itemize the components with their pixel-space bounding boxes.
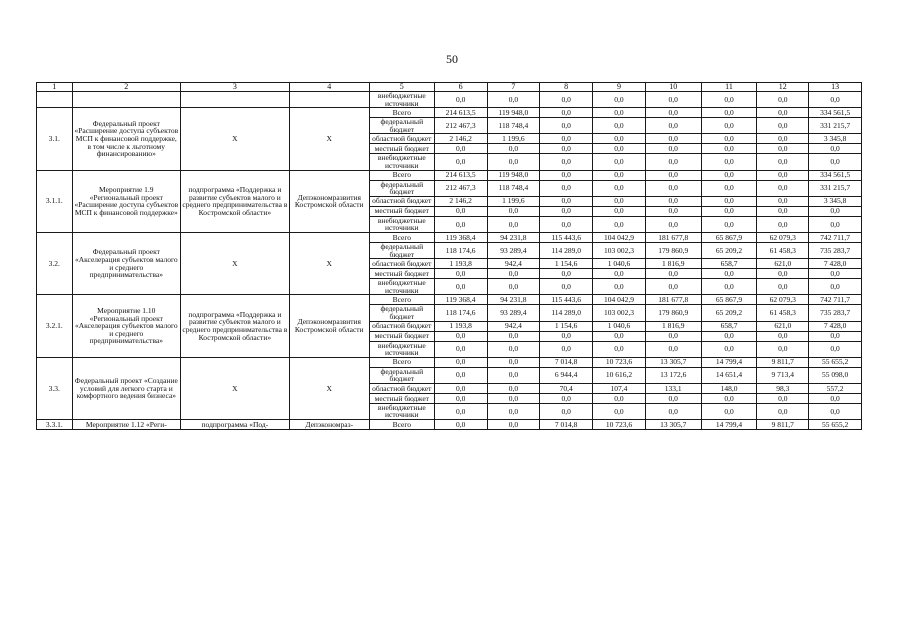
value-cell: 0,0 xyxy=(593,403,646,419)
value-cell: 334 561,5 xyxy=(809,108,862,118)
value-cell: 0,0 xyxy=(645,196,701,206)
value-cell: 14 651,4 xyxy=(701,367,757,383)
value-cell: 0,0 xyxy=(701,341,757,357)
value-cell: 0,0 xyxy=(645,341,701,357)
funding-source: Всего xyxy=(369,232,434,242)
value-cell: 0,0 xyxy=(593,196,646,206)
value-cell: 118 174,6 xyxy=(434,242,487,258)
value-cell: 1 193,8 xyxy=(434,321,487,331)
value-cell: 0,0 xyxy=(540,331,593,341)
value-cell: 0,0 xyxy=(757,279,809,295)
value-cell: 0,0 xyxy=(540,216,593,232)
value-cell: 0,0 xyxy=(540,180,593,196)
value-cell: 0,0 xyxy=(540,279,593,295)
header-cell: 3 xyxy=(181,83,290,92)
value-cell: 0,0 xyxy=(701,331,757,341)
value-cell: 3 345,8 xyxy=(809,196,862,206)
value-cell: 0,0 xyxy=(434,383,487,393)
value-cell: 0,0 xyxy=(701,134,757,144)
value-cell: 98,3 xyxy=(757,383,809,393)
value-cell: 0,0 xyxy=(593,108,646,118)
value-cell: 0,0 xyxy=(540,269,593,279)
value-cell: 7 014,8 xyxy=(540,420,593,430)
value-cell: 0,0 xyxy=(540,92,593,108)
value-cell: 0,0 xyxy=(645,393,701,403)
value-cell: 0,0 xyxy=(645,269,701,279)
value-cell: 1 816,9 xyxy=(645,259,701,269)
value-cell: 212 467,3 xyxy=(434,118,487,134)
value-cell: 0,0 xyxy=(645,92,701,108)
value-cell: 0,0 xyxy=(757,118,809,134)
value-cell: 0,0 xyxy=(487,154,540,170)
value-cell: 0,0 xyxy=(757,144,809,154)
value-cell: 0,0 xyxy=(593,92,646,108)
executor-cell: Депэкономраз- xyxy=(289,420,369,430)
value-cell: 181 677,8 xyxy=(645,295,701,305)
value-cell: 0,0 xyxy=(593,206,646,216)
value-cell: 0,0 xyxy=(434,403,487,419)
value-cell: 0,0 xyxy=(757,393,809,403)
item-code: 3.2. xyxy=(37,232,73,294)
value-cell: 0,0 xyxy=(540,134,593,144)
funding-source: Всего xyxy=(369,357,434,367)
funding-source: местный бюджет xyxy=(369,269,434,279)
item-name: Мероприятие 1.9 «Региональный проект «Расширение доступа субъектов МСП к финансовой поддержке» xyxy=(72,170,181,232)
value-cell: 0,0 xyxy=(757,180,809,196)
value-cell: 181 677,8 xyxy=(645,232,701,242)
value-cell: 942,4 xyxy=(487,259,540,269)
header-row xyxy=(37,83,862,92)
value-cell: 0,0 xyxy=(757,92,809,108)
value-cell: 0,0 xyxy=(434,269,487,279)
funding-source: федеральный бюджет xyxy=(369,118,434,134)
value-cell: 13 305,7 xyxy=(645,420,701,430)
value-cell: 658,7 xyxy=(701,321,757,331)
value-cell: 0,0 xyxy=(757,170,809,180)
value-cell: 0,0 xyxy=(593,180,646,196)
value-cell: 0,0 xyxy=(487,393,540,403)
value-cell: 0,0 xyxy=(434,216,487,232)
item-code: 3.3. xyxy=(37,357,73,419)
funding-source: местный бюджет xyxy=(369,206,434,216)
value-cell: 9 811,7 xyxy=(757,420,809,430)
value-cell: 0,0 xyxy=(540,403,593,419)
budget-table xyxy=(36,82,862,430)
value-cell: 0,0 xyxy=(487,383,540,393)
funding-source: федеральный бюджет xyxy=(369,242,434,258)
funding-source: внебюджетные источники xyxy=(369,92,434,108)
value-cell: 0,0 xyxy=(487,216,540,232)
value-cell: 0,0 xyxy=(757,331,809,341)
value-cell: 0,0 xyxy=(593,393,646,403)
value-cell: 0,0 xyxy=(701,393,757,403)
value-cell: 0,0 xyxy=(645,279,701,295)
value-cell: 0,0 xyxy=(645,144,701,154)
value-cell: 70,4 xyxy=(540,383,593,393)
header-cell: 1 xyxy=(37,83,73,92)
program-cell: подпрограмма «Под- xyxy=(181,420,290,430)
value-cell: 0,0 xyxy=(487,357,540,367)
funding-source: федеральный бюджет xyxy=(369,180,434,196)
funding-source: внебюджетные источники xyxy=(369,216,434,232)
value-cell: 65 867,9 xyxy=(701,295,757,305)
value-cell: 0,0 xyxy=(593,216,646,232)
executor-cell: Депэкономразвития Костромской области xyxy=(289,170,369,232)
value-cell: 0,0 xyxy=(434,393,487,403)
value-cell: 0,0 xyxy=(487,403,540,419)
value-cell: 0,0 xyxy=(487,144,540,154)
value-cell: 0,0 xyxy=(540,144,593,154)
value-cell: 0,0 xyxy=(487,279,540,295)
value-cell: 10 723,6 xyxy=(593,357,646,367)
value-cell: 0,0 xyxy=(540,108,593,118)
funding-source: местный бюджет xyxy=(369,144,434,154)
funding-source: областной бюджет xyxy=(369,383,434,393)
value-cell: 0,0 xyxy=(487,92,540,108)
value-cell: 55 098,0 xyxy=(809,367,862,383)
value-cell: 0,0 xyxy=(757,154,809,170)
value-cell: 0,0 xyxy=(645,331,701,341)
value-cell: 1 154,6 xyxy=(540,321,593,331)
funding-source: областной бюджет xyxy=(369,196,434,206)
value-cell: 0,0 xyxy=(487,341,540,357)
header-cell: 13 xyxy=(809,83,862,92)
table-row xyxy=(37,170,862,180)
value-cell: 9 713,4 xyxy=(757,367,809,383)
funding-source: внебюджетные источники xyxy=(369,341,434,357)
value-cell: 0,0 xyxy=(809,92,862,108)
value-cell: 0,0 xyxy=(593,134,646,144)
value-cell: 0,0 xyxy=(593,170,646,180)
value-cell: 10 723,6 xyxy=(593,420,646,430)
value-cell: 0,0 xyxy=(757,134,809,144)
value-cell: 0,0 xyxy=(809,206,862,216)
value-cell: 0,0 xyxy=(540,154,593,170)
value-cell: 0,0 xyxy=(757,341,809,357)
value-cell: 65 209,2 xyxy=(701,305,757,321)
value-cell: 0,0 xyxy=(487,206,540,216)
funding-source: местный бюджет xyxy=(369,393,434,403)
value-cell: 0,0 xyxy=(645,216,701,232)
value-cell: 742 711,7 xyxy=(809,295,862,305)
value-cell: 1 040,6 xyxy=(593,321,646,331)
value-cell: 0,0 xyxy=(701,92,757,108)
value-cell: 0,0 xyxy=(487,269,540,279)
funding-source: Всего xyxy=(369,108,434,118)
table-row xyxy=(37,357,862,367)
value-cell: 7 014,8 xyxy=(540,357,593,367)
value-cell: 0,0 xyxy=(645,154,701,170)
value-cell: 55 655,2 xyxy=(809,357,862,367)
value-cell: 2 146,2 xyxy=(434,134,487,144)
value-cell: 94 231,8 xyxy=(487,295,540,305)
value-cell: 3 345,8 xyxy=(809,134,862,144)
value-cell: 0,0 xyxy=(701,269,757,279)
value-cell: 557,2 xyxy=(809,383,862,393)
value-cell: 0,0 xyxy=(593,279,646,295)
funding-source: областной бюджет xyxy=(369,259,434,269)
value-cell: 0,0 xyxy=(701,108,757,118)
value-cell: 103 002,3 xyxy=(593,242,646,258)
value-cell: 658,7 xyxy=(701,259,757,269)
value-cell: 14 799,4 xyxy=(701,357,757,367)
value-cell: 133,1 xyxy=(645,383,701,393)
funding-source: местный бюджет xyxy=(369,331,434,341)
value-cell: 0,0 xyxy=(593,269,646,279)
value-cell: 0,0 xyxy=(593,154,646,170)
value-cell: 212 467,3 xyxy=(434,180,487,196)
value-cell: 0,0 xyxy=(757,216,809,232)
header-cell: 9 xyxy=(593,83,646,92)
value-cell: 0,0 xyxy=(593,144,646,154)
value-cell: 0,0 xyxy=(757,269,809,279)
item-code: 3.3.1. xyxy=(37,420,73,430)
value-cell: 0,0 xyxy=(645,108,701,118)
value-cell: 0,0 xyxy=(645,206,701,216)
value-cell: 0,0 xyxy=(434,144,487,154)
empty-cell xyxy=(37,92,73,108)
value-cell: 0,0 xyxy=(701,279,757,295)
header-cell: 10 xyxy=(645,83,701,92)
value-cell: 621,0 xyxy=(757,259,809,269)
value-cell: 118 174,6 xyxy=(434,305,487,321)
value-cell: 0,0 xyxy=(487,420,540,430)
value-cell: 118 748,4 xyxy=(487,118,540,134)
empty-cell xyxy=(72,92,181,108)
table-row xyxy=(37,420,862,430)
value-cell: 93 289,4 xyxy=(487,242,540,258)
value-cell: 119 368,4 xyxy=(434,295,487,305)
value-cell: 0,0 xyxy=(540,170,593,180)
program-cell: X xyxy=(181,357,290,419)
value-cell: 0,0 xyxy=(701,170,757,180)
value-cell: 735 283,7 xyxy=(809,305,862,321)
value-cell: 0,0 xyxy=(540,393,593,403)
header-cell: 5 xyxy=(369,83,434,92)
value-cell: 214 613,5 xyxy=(434,108,487,118)
page-number: 50 xyxy=(446,52,458,66)
value-cell: 0,0 xyxy=(593,341,646,357)
empty-cell xyxy=(289,92,369,108)
value-cell: 0,0 xyxy=(540,206,593,216)
value-cell: 2 146,2 xyxy=(434,196,487,206)
table-row xyxy=(37,295,862,305)
value-cell: 0,0 xyxy=(434,420,487,430)
funding-source: областной бюджет xyxy=(369,321,434,331)
value-cell: 7 428,0 xyxy=(809,259,862,269)
value-cell: 0,0 xyxy=(701,216,757,232)
value-cell: 0,0 xyxy=(434,331,487,341)
value-cell: 1 154,6 xyxy=(540,259,593,269)
value-cell: 10 616,2 xyxy=(593,367,646,383)
value-cell: 0,0 xyxy=(434,367,487,383)
program-cell: подпрограмма «Поддержка и развитие субъектов малого и среднего предпринимательства в Костромской области» xyxy=(181,295,290,357)
value-cell: 65 209,2 xyxy=(701,242,757,258)
value-cell: 148,0 xyxy=(701,383,757,393)
value-cell: 0,0 xyxy=(701,154,757,170)
value-cell: 0,0 xyxy=(757,108,809,118)
value-cell: 0,0 xyxy=(809,403,862,419)
value-cell: 214 613,5 xyxy=(434,170,487,180)
executor-cell: X xyxy=(289,108,369,170)
value-cell: 0,0 xyxy=(645,118,701,134)
item-name: Федеральный проект «Расширение доступа субъектов МСП к финансовой поддержке, в том числе к льготному финансированию» xyxy=(72,108,181,170)
value-cell: 104 042,9 xyxy=(593,295,646,305)
value-cell: 331 215,7 xyxy=(809,180,862,196)
value-cell: 114 289,0 xyxy=(540,305,593,321)
item-code: 3.1. xyxy=(37,108,73,170)
value-cell: 94 231,8 xyxy=(487,232,540,242)
value-cell: 0,0 xyxy=(757,196,809,206)
value-cell: 621,0 xyxy=(757,321,809,331)
value-cell: 0,0 xyxy=(593,118,646,134)
value-cell: 0,0 xyxy=(645,403,701,419)
table-row xyxy=(37,108,862,118)
value-cell: 13 305,7 xyxy=(645,357,701,367)
value-cell: 0,0 xyxy=(434,92,487,108)
funding-source: федеральный бюджет xyxy=(369,367,434,383)
header-cell: 11 xyxy=(701,83,757,92)
value-cell: 0,0 xyxy=(809,269,862,279)
item-name: Федеральный проект «Создание условий для легкого старта и комфортного ведения бизнеса» xyxy=(72,357,181,419)
item-name: Мероприятие 1.10 «Региональный проект «Акселерация субъектов малого и среднего предпринимательства» xyxy=(72,295,181,357)
header-cell: 12 xyxy=(757,83,809,92)
value-cell: 0,0 xyxy=(701,180,757,196)
value-cell: 179 860,9 xyxy=(645,305,701,321)
value-cell: 62 079,3 xyxy=(757,295,809,305)
value-cell: 0,0 xyxy=(809,216,862,232)
item-code: 3.1.1. xyxy=(37,170,73,232)
value-cell: 0,0 xyxy=(757,403,809,419)
program-cell: X xyxy=(181,108,290,170)
value-cell: 0,0 xyxy=(434,341,487,357)
value-cell: 0,0 xyxy=(434,206,487,216)
value-cell: 0,0 xyxy=(701,118,757,134)
value-cell: 1 193,8 xyxy=(434,259,487,269)
header-cell: 7 xyxy=(487,83,540,92)
item-name: Мероприятие 1.12 «Реги- xyxy=(72,420,181,430)
value-cell: 0,0 xyxy=(540,341,593,357)
value-cell: 0,0 xyxy=(701,206,757,216)
value-cell: 0,0 xyxy=(809,279,862,295)
header-cell: 8 xyxy=(540,83,593,92)
value-cell: 0,0 xyxy=(809,154,862,170)
program-cell: подпрограмма «Поддержка и развитие субъектов малого и среднего предпринимательства в Костромской области» xyxy=(181,170,290,232)
value-cell: 1 199,6 xyxy=(487,196,540,206)
value-cell: 13 172,6 xyxy=(645,367,701,383)
funding-source: внебюджетные источники xyxy=(369,403,434,419)
table-row xyxy=(37,92,862,108)
value-cell: 119 368,4 xyxy=(434,232,487,242)
value-cell: 93 289,4 xyxy=(487,305,540,321)
executor-cell: Депэкономразвития Костромской области xyxy=(289,295,369,357)
value-cell: 0,0 xyxy=(701,144,757,154)
item-code: 3.2.1. xyxy=(37,295,73,357)
value-cell: 0,0 xyxy=(434,154,487,170)
value-cell: 103 002,3 xyxy=(593,305,646,321)
executor-cell: X xyxy=(289,232,369,294)
value-cell: 14 799,4 xyxy=(701,420,757,430)
funding-source: внебюджетные источники xyxy=(369,154,434,170)
value-cell: 0,0 xyxy=(434,279,487,295)
value-cell: 179 860,9 xyxy=(645,242,701,258)
value-cell: 0,0 xyxy=(809,331,862,341)
value-cell: 0,0 xyxy=(809,144,862,154)
value-cell: 119 948,0 xyxy=(487,170,540,180)
funding-source: федеральный бюджет xyxy=(369,305,434,321)
value-cell: 0,0 xyxy=(487,367,540,383)
value-cell: 107,4 xyxy=(593,383,646,393)
table-body xyxy=(37,83,862,430)
value-cell: 0,0 xyxy=(593,331,646,341)
value-cell: 61 458,3 xyxy=(757,305,809,321)
value-cell: 331 215,7 xyxy=(809,118,862,134)
funding-source: Всего xyxy=(369,420,434,430)
value-cell: 0,0 xyxy=(701,403,757,419)
value-cell: 9 811,7 xyxy=(757,357,809,367)
value-cell: 334 561,5 xyxy=(809,170,862,180)
value-cell: 0,0 xyxy=(809,341,862,357)
table-row xyxy=(37,232,862,242)
value-cell: 742 711,7 xyxy=(809,232,862,242)
header-cell: 6 xyxy=(434,83,487,92)
value-cell: 0,0 xyxy=(434,357,487,367)
value-cell: 0,0 xyxy=(487,331,540,341)
value-cell: 55 655,2 xyxy=(809,420,862,430)
header-cell: 2 xyxy=(72,83,181,92)
funding-source: внебюджетные источники xyxy=(369,279,434,295)
funding-source: Всего xyxy=(369,295,434,305)
value-cell: 0,0 xyxy=(645,170,701,180)
value-cell: 735 283,7 xyxy=(809,242,862,258)
funding-source: Всего xyxy=(369,170,434,180)
value-cell: 119 948,0 xyxy=(487,108,540,118)
value-cell: 115 443,6 xyxy=(540,295,593,305)
value-cell: 65 867,9 xyxy=(701,232,757,242)
value-cell: 114 289,0 xyxy=(540,242,593,258)
value-cell: 6 944,4 xyxy=(540,367,593,383)
empty-cell xyxy=(181,92,290,108)
executor-cell: X xyxy=(289,357,369,419)
value-cell: 0,0 xyxy=(809,393,862,403)
value-cell: 0,0 xyxy=(540,118,593,134)
value-cell: 1 816,9 xyxy=(645,321,701,331)
value-cell: 0,0 xyxy=(540,196,593,206)
value-cell: 0,0 xyxy=(701,196,757,206)
value-cell: 118 748,4 xyxy=(487,180,540,196)
funding-source: областной бюджет xyxy=(369,134,434,144)
value-cell: 0,0 xyxy=(757,206,809,216)
value-cell: 62 079,3 xyxy=(757,232,809,242)
value-cell: 1 040,6 xyxy=(593,259,646,269)
header-cell: 4 xyxy=(289,83,369,92)
value-cell: 104 042,9 xyxy=(593,232,646,242)
value-cell: 0,0 xyxy=(645,134,701,144)
value-cell: 61 458,3 xyxy=(757,242,809,258)
item-name: Федеральный проект «Акселерация субъектов малого и среднего предпринимательства» xyxy=(72,232,181,294)
value-cell: 7 428,0 xyxy=(809,321,862,331)
program-cell: X xyxy=(181,232,290,294)
value-cell: 0,0 xyxy=(645,180,701,196)
value-cell: 1 199,6 xyxy=(487,134,540,144)
value-cell: 115 443,6 xyxy=(540,232,593,242)
value-cell: 942,4 xyxy=(487,321,540,331)
